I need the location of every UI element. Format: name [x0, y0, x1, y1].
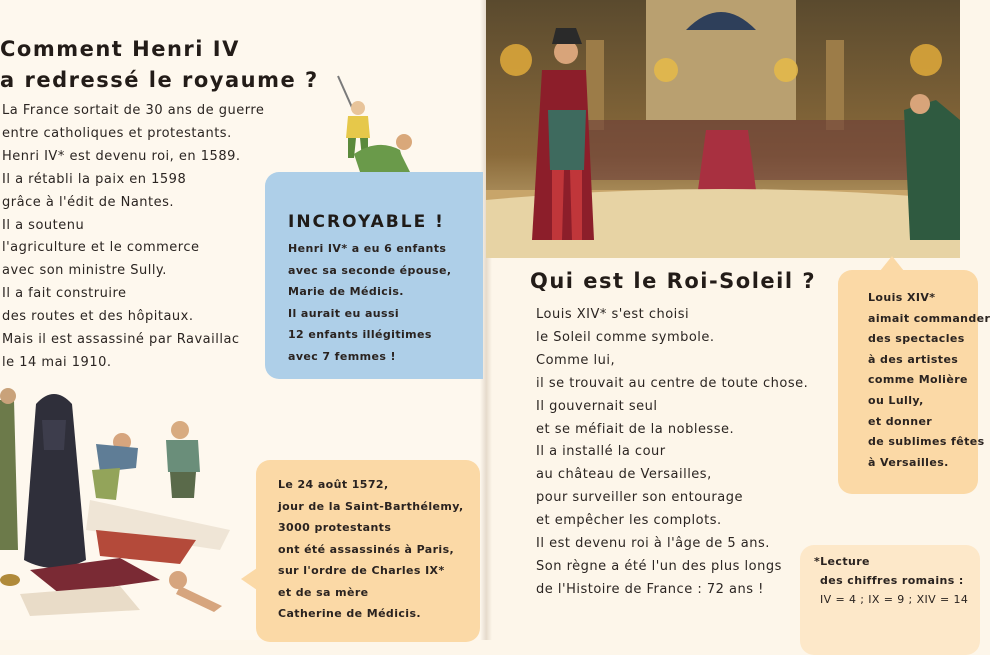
text-line: Henri IV* a eu 6 enfants [288, 242, 447, 255]
speech-bubble-tail [880, 256, 904, 271]
text-line: de l'Histoire de France : 72 ans ! [536, 581, 764, 597]
text-line: le Soleil comme symbole. [536, 329, 715, 345]
text-line: Il a fait construire [2, 286, 127, 302]
text-line: pour surveiller son entourage [536, 490, 743, 506]
text-line: le 14 mai 1910. [2, 354, 112, 370]
text-line: sur l'ordre de Charles IX* [278, 564, 445, 577]
saint-barthelemy-illustration [0, 380, 252, 640]
text-line: Mais il est assassiné par Ravaillac [2, 332, 240, 348]
text-line: *Lecture [814, 555, 870, 568]
text-line: avec son ministre Sully. [2, 263, 167, 279]
text-line: Louis XIV* s'est choisi [536, 307, 690, 322]
text-line: Il a rétabli la paix en 1598 [2, 171, 187, 187]
text-line: avec 7 femmes ! [288, 349, 396, 363]
text-line: Il est devenu roi à l'âge de 5 ans. [536, 536, 770, 552]
text-line: comme Molière [868, 373, 968, 387]
text-line: Louis XIV* [868, 291, 936, 304]
title-line: Comment Henri IV [0, 37, 240, 61]
text-line: l'agriculture et le commerce [2, 240, 200, 256]
text-line: Comme lui, [536, 352, 616, 368]
text-line: Son règne a été l'un des plus longs [536, 558, 782, 574]
left-page-title [0, 34, 319, 96]
text-line: ou Lully, [868, 393, 924, 407]
right-body-text [536, 304, 808, 602]
text-line: des chiffres romains : [820, 574, 964, 587]
text-line: à des artistes [868, 352, 959, 366]
text-line: IV = 4 ; IX = 9 ; XIV = 14 [820, 593, 969, 606]
text-line: au château de Versailles, [536, 467, 712, 483]
text-line: jour de la Saint-Barthélemy, [278, 499, 464, 513]
title-line: a redressé le royaume ? [0, 68, 319, 92]
text-line: des routes et des hôpitaux. [2, 309, 194, 325]
text-line: Il a installé la cour [536, 444, 666, 460]
text-line: grâce à l'édit de Nantes. [2, 194, 175, 210]
text-line: Il aurait eu aussi [288, 306, 400, 320]
text-line: Marie de Médicis. [288, 285, 404, 298]
versailles-ballroom-illustration [486, 0, 960, 258]
incroyable-text [288, 238, 451, 367]
speech-bubble-tail [395, 196, 419, 210]
text-line: à Versailles. [868, 455, 949, 469]
text-line: aimait commander [868, 311, 990, 325]
text-line: et se méfiait de la noblesse. [536, 421, 735, 437]
text-line: ont été assassinés à Paris, [278, 542, 455, 556]
text-line: Il gouvernait seul [536, 398, 658, 414]
text-line: 12 enfants illégitimes [288, 328, 432, 341]
incroyable-title: INCROYABLE ! [288, 212, 445, 232]
text-line: avec sa seconde épouse, [288, 263, 452, 277]
text-line: La France sortait de 30 ans de guerre [2, 103, 265, 118]
text-line: Catherine de Médicis. [278, 607, 421, 620]
speech-bubble-tail [241, 568, 257, 590]
text-line: et donner [868, 414, 933, 428]
louis-xiv-text [868, 288, 990, 473]
text-line: entre catholiques et protestants. [2, 125, 232, 141]
text-line: 3000 protestants [278, 521, 392, 534]
text-line: et de sa mère [278, 585, 369, 599]
right-page-title: Qui est le Roi-Soleil ? [530, 269, 817, 293]
text-line: des spectacles [868, 332, 965, 346]
left-body-text [2, 100, 264, 375]
roman-numerals-text [814, 552, 968, 609]
saint-barthelemy-text [278, 474, 464, 625]
text-line: de sublimes fêtes [868, 435, 985, 449]
text-line: et empêcher les complots. [536, 513, 722, 529]
text-line: Henri IV* est devenu roi, en 1589. [2, 148, 241, 164]
text-line: il se trouvait au centre de toute chose. [536, 375, 809, 391]
text-line: Il a soutenu [2, 217, 85, 233]
text-line: Le 24 août 1572, [278, 478, 389, 491]
